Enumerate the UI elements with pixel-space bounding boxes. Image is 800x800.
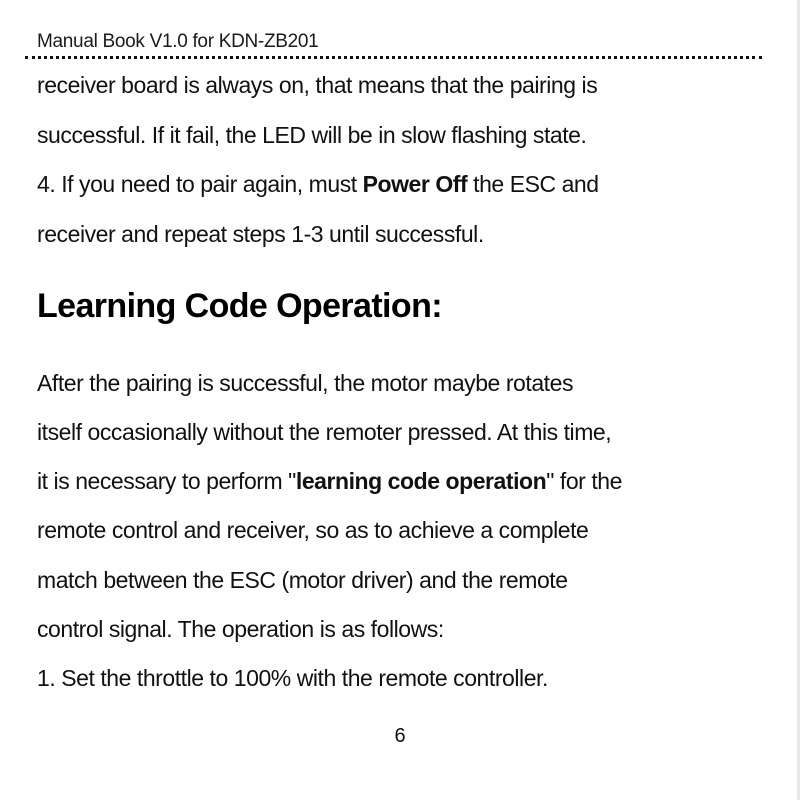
section-heading: Learning Code Operation: [37,287,442,325]
page-number: 6 [394,725,406,747]
paragraph-line: After the pairing is successful, the motor maybe rotates [37,370,573,396]
paragraph-line: remote control and receiver, so as to achieve a complete [37,517,589,543]
paragraph-line: match between the ESC (motor driver) and the remote [37,567,568,593]
list-item-step-1: 1. Set the throttle to 100% with the remote controller. [37,665,548,691]
text-run: the ESC and [467,171,599,197]
list-item-step-4 [37,171,599,198]
header-divider [25,56,762,59]
text-run: it is necessary to perform " [37,468,296,494]
paragraph-line: successful. If it fail, the LED will be in slow flashing state. [37,122,587,148]
paragraph-line: receiver and repeat steps 1-3 until successful. [37,221,484,247]
emphasis-learning-code-operation: learning code operation [295,468,547,494]
text-run: 4. If you need to pair again, must [37,171,363,197]
text-run: " for the [546,468,622,494]
paragraph-line: control signal. The operation is as follows: [37,616,444,642]
emphasis-power-off: Power Off [362,171,468,197]
header-title: Manual Book V1.0 for KDN-ZB201 [37,31,319,52]
paragraph-line: receiver board is always on, that means that the pairing is [37,72,598,98]
paragraph-line: itself occasionally without the remoter pressed. At this time, [37,419,612,445]
paragraph-line [37,468,622,495]
